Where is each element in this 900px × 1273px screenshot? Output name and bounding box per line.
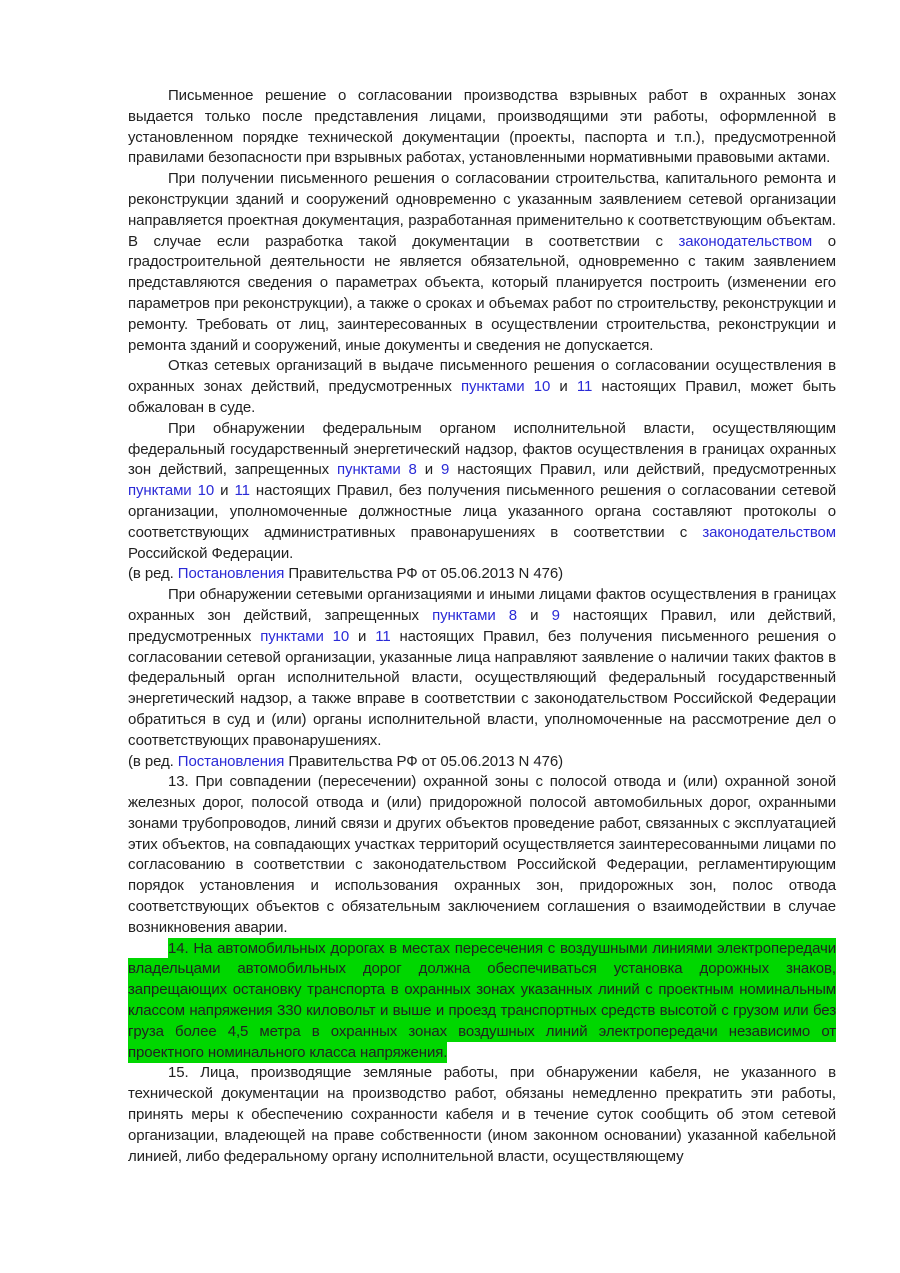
text-run: и <box>214 482 235 500</box>
inline-link[interactable]: 11 <box>576 378 593 396</box>
text-run: настоящих Правил, без получения письменного решения о согласовании сетевой организации, уполномоченные должностные лица указанного органа составляют протоколы о соответствующих административных правонарушениях в соответствии с <box>128 482 836 541</box>
paragraph <box>128 169 836 356</box>
text-run: При обнаружении сетевыми организациями и иными лицами фактов осуществления в границах охранных зон действий, запрещенных <box>128 586 836 624</box>
inline-link[interactable]: пунктами 8 <box>337 461 417 479</box>
text-run: 13. При совпадении (пересечении) охранной зоны с полосой отвода и (или) охранной зоной железных дорог, полосой отвода и (или) придорожной полосой автомобильных дорог, охранными зонами трубопроводов, линий связи и других объектов проведение работ, связанных с эксплуатацией этих объектов, на совпадающих участках территорий осуществляется заинтересованными лицами по согласованию в соответствии с законодательством Российской Федерации, регламентирующим порядок установления и использования охранных зон, придорожных зон, полос отвода соответствующих объектов с обязательным заключением соглашения о взаимодействии в случае возникновения аварии. <box>128 773 836 936</box>
inline-link[interactable]: 11 <box>375 627 391 645</box>
paragraph <box>128 419 836 565</box>
inline-link[interactable]: Постановления <box>177 752 285 770</box>
paragraph <box>128 752 836 773</box>
inline-link[interactable]: законодательством <box>702 523 836 541</box>
text-run: (в ред. <box>128 752 178 770</box>
text-run: и <box>416 461 441 479</box>
paragraph <box>128 1063 836 1167</box>
text-run: При обнаружении федеральным органом исполнительной власти, осуществляющим федеральный государственный энергетический надзор, фактов осуществления в границах охранных зон действий, запрещенных <box>128 419 836 479</box>
text-run: Письменное решение о согласовании производства взрывных работ в охранных зонах выдается только после представления лицами, производящими эти работы, оформленной в установленном порядке технической документации (проекты, паспорта и т.п.), предусмотренной правилами безопасности при взрывных работах, установленными нормативными правовыми актами. <box>128 87 836 167</box>
paragraph <box>128 772 836 938</box>
text-run: и <box>349 627 376 645</box>
paragraph <box>128 939 836 1064</box>
paragraph <box>128 564 836 585</box>
text-run: При получении письменного решения о согласовании строительства, капитального ремонта и реконструкции зданий и сооружений одновременно с указанным заявлением сетевой организации направляется проектная документация, разработанная применительно к соответствующим объектам. В случае если разработка такой документации в соответствии с <box>128 170 836 250</box>
inline-link[interactable]: 11 <box>234 482 250 500</box>
text-run: Отказ сетевых организаций в выдаче письменного решения о согласовании осуществления в охранных зонах действий, предусмотренных <box>128 357 836 396</box>
text-run: настоящих Правил, или действий, предусмотренных <box>449 461 836 479</box>
text-run: Правительства РФ от 05.06.2013 N 476) <box>284 752 563 770</box>
text-run: и <box>517 606 552 624</box>
text-run: 15. Лица, производящие земляные работы, при обнаружении кабеля, не указанного в технической документации на производство работ, обязаны немедленно прекратить эти работы, принять меры к обеспечению сохранности кабеля и в течение суток сообщить об этом сетевой организации, владеющей на праве собственности (ином законном основании) указанной кабельной линией, либо федеральному органу исполнительной власти, осуществляющему <box>128 1064 836 1165</box>
text-run: о градостроительной деятельности не является обязательной, одновременно с таким заявлением представляются сведения о параметрах объекта, который планируется построить (изменении его параметров при реконструкции), а также о сроках и объемах работ по строительству, реконструкции и ремонту. Требовать от лиц, заинтересованных в осуществлении строительства, реконструкции и ремонта зданий и сооружений, иные документы и сведения не допускается. <box>128 232 837 354</box>
inline-link[interactable]: пунктами 10 <box>260 627 350 645</box>
highlighted-text <box>128 938 836 1063</box>
text-run: Российской Федерации. <box>128 544 294 562</box>
text-run: настоящих Правил, или действий, предусмотренных <box>128 606 837 645</box>
text-run: (в ред. <box>128 565 178 583</box>
text-run: настоящих Правил, может быть обжалован в суде. <box>128 378 837 416</box>
text-run: 14. На автомобильных дорогах в местах пересечения с воздушными линиями электропередачи владельцами автомобильных дорог должна обеспечиваться установка дорожных знаков, запрещающих остановку транспорта в охранных зонах указанных линий с проектным номинальным классом напряжения 330 киловольт и выше и проезд транспортных средств высотой с грузом или без груза более 4,5 метра в охранных зонах воздушных линий электропередачи независимо от проектного номинального класса напряжения. <box>128 939 836 1061</box>
inline-link[interactable]: законодательством <box>678 232 813 250</box>
text-run: Правительства РФ от 05.06.2013 N 476) <box>284 565 563 583</box>
inline-link[interactable]: пунктами 8 <box>432 606 518 624</box>
text-run: настоящих Правил, без получения письменного решения о согласовании сетевой организации, указанные лица направляют заявление о наличии таких фактов в федеральный орган исполнительной власти, осуществляющий федеральный государственный энергетический надзор, а также вправе в соответствии с законодательством Российской Федерации обратиться в суд и (или) органы исполнительной власти, уполномоченные на рассмотрение дел о соответствующих правонарушениях. <box>128 627 837 749</box>
inline-link[interactable]: 9 <box>551 606 560 624</box>
text-run: и <box>550 378 577 396</box>
paragraph <box>128 585 836 751</box>
inline-link[interactable]: пунктами 10 <box>460 378 551 396</box>
paragraph <box>128 356 836 418</box>
inline-link[interactable]: 9 <box>441 461 450 479</box>
document-body <box>128 86 836 1167</box>
inline-link[interactable]: Постановления <box>177 565 285 583</box>
paragraph <box>128 86 836 169</box>
inline-link[interactable]: пунктами 10 <box>128 482 215 500</box>
